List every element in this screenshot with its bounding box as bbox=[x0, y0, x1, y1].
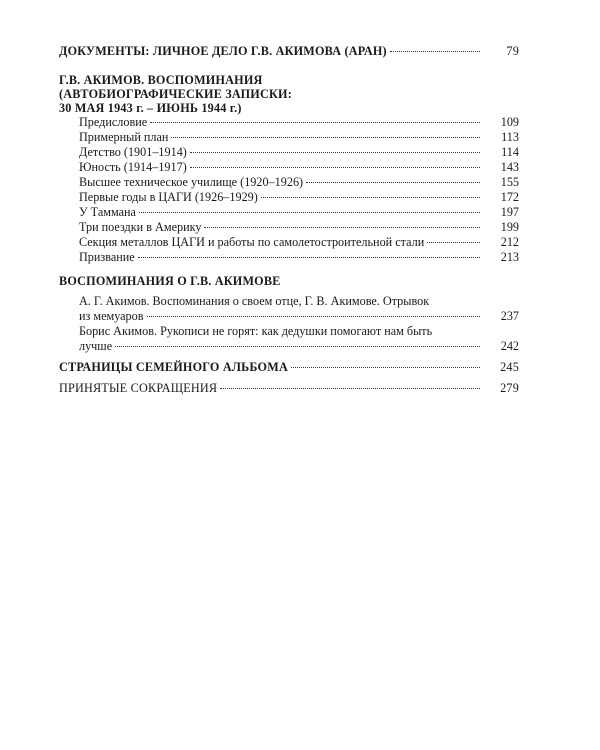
toc-entry[interactable] bbox=[59, 115, 519, 130]
memoirs-section-heading bbox=[59, 73, 519, 115]
toc-entry[interactable] bbox=[59, 175, 519, 190]
toc-entry-label: Три поездки в Америку bbox=[79, 220, 202, 234]
toc-entry-label: Примерный план bbox=[79, 130, 169, 144]
toc-entry-line: А. Г. Акимов. Воспоминания о своем отце, Г. В. Акимове. Отрывок bbox=[79, 294, 430, 308]
toc-entry-line: лучше bbox=[79, 339, 113, 353]
toc-entry-label: У Таммана bbox=[79, 205, 136, 219]
toc-page-number: 143 bbox=[500, 160, 519, 174]
toc-entry[interactable] bbox=[59, 220, 519, 235]
dot-leader bbox=[220, 388, 480, 389]
toc-page-number: 197 bbox=[500, 205, 519, 219]
toc-page-number: 79 bbox=[506, 44, 519, 58]
toc-entry-label: Предисловие bbox=[79, 115, 148, 129]
dot-leader bbox=[390, 51, 480, 52]
toc-entry-album[interactable] bbox=[59, 360, 519, 375]
dot-leader bbox=[306, 182, 480, 183]
memoirs-items bbox=[59, 115, 519, 265]
toc-entry-label: СТРАНИЦЫ СЕМЕЙНОГО АЛЬБОМА bbox=[59, 360, 288, 374]
toc-entry-line: Борис Акимов. Рукописи не горят: как дедушки помогают нам быть bbox=[79, 324, 433, 338]
toc-page-number: 109 bbox=[500, 115, 519, 129]
toc-entry[interactable] bbox=[59, 160, 519, 175]
toc-entry-multiline[interactable] bbox=[59, 294, 519, 324]
toc-entry-label: ПРИНЯТЫЕ СОКРАЩЕНИЯ bbox=[59, 381, 218, 395]
toc-entry-line-with-leader bbox=[79, 309, 483, 324]
dot-leader bbox=[427, 242, 480, 243]
dot-leader bbox=[115, 346, 480, 347]
toc-page-number: 113 bbox=[501, 130, 519, 144]
dot-leader bbox=[291, 367, 480, 368]
recollections-section-heading: ВОСПОМИНАНИЯ О Г.В. АКИМОВЕ bbox=[59, 274, 281, 288]
toc-entry[interactable] bbox=[59, 250, 519, 265]
toc-page-number: 279 bbox=[500, 381, 519, 395]
toc-entry[interactable] bbox=[59, 205, 519, 220]
toc-entry[interactable] bbox=[59, 235, 519, 250]
toc-entry-label: Детство (1901–1914) bbox=[79, 145, 187, 159]
toc-entry-label: ДОКУМЕНТЫ: ЛИЧНОЕ ДЕЛО Г.В. АКИМОВА (АРАН) bbox=[59, 44, 387, 58]
heading-line: 30 МАЯ 1943 г. – ИЮНЬ 1944 г.) bbox=[59, 101, 242, 115]
toc-page-number: 212 bbox=[500, 235, 519, 249]
toc-page-number: 199 bbox=[500, 220, 519, 234]
toc-page-number: 242 bbox=[500, 339, 519, 353]
dot-leader bbox=[261, 197, 480, 198]
toc-entry[interactable] bbox=[59, 130, 519, 145]
toc-page-number: 237 bbox=[500, 309, 519, 323]
heading-line: (АВТОБИОГРАФИЧЕСКИЕ ЗАПИСКИ: bbox=[59, 87, 292, 101]
toc-entry-documents[interactable] bbox=[59, 44, 519, 59]
dot-leader bbox=[147, 316, 480, 317]
table-of-contents bbox=[59, 44, 519, 396]
toc-entry-multiline[interactable] bbox=[59, 324, 519, 354]
dot-leader bbox=[138, 257, 480, 258]
dot-leader bbox=[190, 152, 480, 153]
toc-entry-abbreviations[interactable] bbox=[59, 381, 519, 396]
toc-entry-text bbox=[79, 324, 483, 354]
toc-entry[interactable] bbox=[59, 145, 519, 160]
toc-entry-line-with-leader bbox=[79, 339, 483, 354]
toc-page-number: 245 bbox=[500, 360, 519, 374]
toc-entry-label: Юность (1914–1917) bbox=[79, 160, 187, 174]
toc-entry-line: из мемуаров bbox=[79, 309, 144, 323]
toc-page-number: 172 bbox=[500, 190, 519, 204]
heading-line: Г.В. АКИМОВ. ВОСПОМИНАНИЯ bbox=[59, 73, 263, 87]
toc-entry[interactable] bbox=[59, 190, 519, 205]
dot-leader bbox=[204, 227, 480, 228]
toc-entry-label: Секция металлов ЦАГИ и работы по самолетостроительной стали bbox=[79, 235, 425, 249]
dot-leader bbox=[150, 122, 480, 123]
toc-entry-label: Высшее техническое училище (1920–1926) bbox=[79, 175, 304, 189]
toc-page-number: 114 bbox=[501, 145, 519, 159]
toc-entry-text bbox=[79, 294, 483, 324]
dot-leader bbox=[190, 167, 480, 168]
dot-leader bbox=[139, 212, 480, 213]
toc-entry-label: Призвание bbox=[79, 250, 135, 264]
toc-page-number: 213 bbox=[500, 250, 519, 264]
dot-leader bbox=[171, 137, 480, 138]
toc-page-number: 155 bbox=[500, 175, 519, 189]
toc-entry-label: Первые годы в ЦАГИ (1926–1929) bbox=[79, 190, 258, 204]
